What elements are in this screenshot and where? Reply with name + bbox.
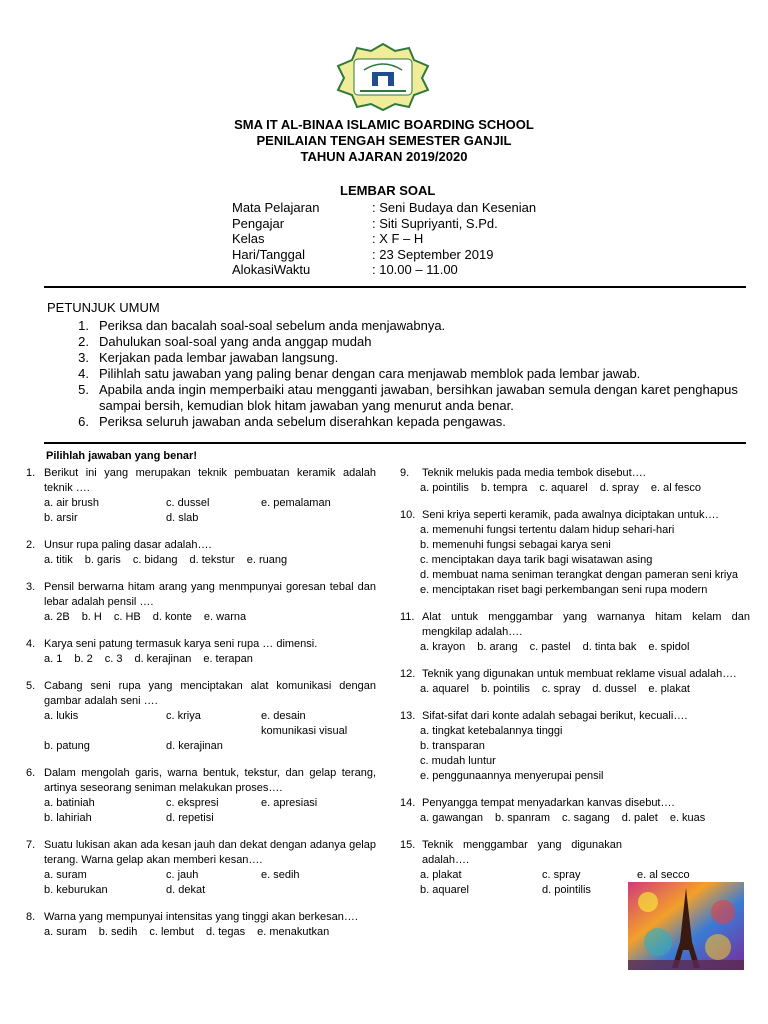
answer-option[interactable]: e. menciptakan riset bagi perkembangan seni rupa modern	[420, 584, 708, 596]
question-text: Karya seni patung termasuk karya seni rupa … dimensi.	[44, 638, 318, 650]
answer-option[interactable]: d. tegas	[205, 926, 246, 938]
info-value: : X F – H	[372, 231, 424, 246]
question-text: Seni kriya seperti keramik, pada awalnya diciptakan untuk….	[422, 509, 719, 521]
answer-option[interactable]: c. dussel	[166, 497, 210, 509]
answer-option[interactable]: e. ruang	[246, 554, 288, 566]
question-text: Teknik melukis pada media tembok disebut….	[422, 467, 646, 479]
answer-option[interactable]: d. konte	[152, 611, 192, 623]
answer-option[interactable]: c. jauh	[166, 869, 199, 881]
question-number: 11.	[400, 611, 415, 623]
question-number: 7.	[26, 839, 36, 851]
answer-option[interactable]: d. pointilis	[542, 884, 591, 896]
answer-option[interactable]: c. HB	[113, 611, 141, 623]
question-item	[26, 637, 376, 667]
answer-option[interactable]: d. tinta bak	[582, 641, 637, 653]
question-number: 6.	[26, 767, 36, 779]
question-item	[400, 508, 750, 598]
answer-option[interactable]: c. aquarel	[539, 482, 588, 494]
answer-option[interactable]: e. kuas	[669, 812, 706, 824]
info-key: Pengajar	[232, 215, 285, 231]
info-key: AlokasiWaktu	[232, 262, 311, 277]
instruction-item: 5. Apabila anda ingin memperbaiki atau mengganti jawaban, bersihkan jawaban semula dengan karet penghapus sampai bersih, kemudian blok hitam jawaban yang menurut anda benar.	[78, 382, 738, 413]
answer-option[interactable]: e. penggunaannya menyerupai pensil	[420, 770, 604, 782]
question-item	[400, 466, 750, 496]
questions-subtitle: Pilihlah jawaban yang benar!	[46, 450, 197, 462]
answer-option[interactable]: a. pointilis	[420, 482, 469, 494]
answer-option[interactable]: e. apresiasi	[261, 797, 318, 809]
answer-option[interactable]: e. warna	[203, 611, 247, 623]
answer-option[interactable]: b. keburukan	[44, 884, 108, 896]
answer-option[interactable]: e. al fesco	[650, 482, 701, 494]
answer-option[interactable]: e. spidol	[648, 641, 690, 653]
sheet-title: LEMBAR SOAL	[340, 183, 436, 198]
info-key: Mata Pelajaran	[232, 200, 320, 215]
answer-option[interactable]: c. 3	[104, 653, 123, 665]
question-text: Sifat-sifat dari konte adalah sebagai berikut, kecuali….	[422, 710, 688, 722]
answer-option[interactable]: b. arang	[477, 641, 518, 653]
answer-option[interactable]: b. memenuhi fungsi sebagai karya seni	[420, 539, 611, 551]
answer-option[interactable]: b. patung	[44, 740, 90, 752]
info-key: Kelas	[232, 231, 265, 246]
instruction-item: 6. Periksa seluruh jawaban anda sebelum diserahkan kepada pengawas.	[78, 414, 506, 429]
question-number: 12.	[400, 668, 416, 680]
answer-option[interactable]: a. air brush	[44, 497, 100, 509]
instruction-item: 4. Pilihlah satu jawaban yang paling benar dengan cara menjawab memblok pada lembar jawab.	[78, 366, 641, 381]
question-number: 8.	[26, 911, 36, 923]
question-item	[400, 709, 750, 784]
question-number: 14.	[400, 797, 416, 809]
answer-option[interactable]: c. sagang	[562, 812, 610, 824]
answer-option[interactable]: d. dussel	[592, 683, 637, 695]
answer-option[interactable]: b. transparan	[420, 740, 485, 752]
instruction-item: 1. Periksa dan bacalah soal-soal sebelum anda menjawabnya.	[78, 318, 446, 333]
question-number: 4.	[26, 638, 36, 650]
question-text: Berikut ini yang merupakan teknik pembuatan keramik adalah teknik ….	[44, 467, 376, 494]
answer-option[interactable]: a. 1	[44, 653, 63, 665]
answer-option[interactable]: c. spray	[541, 683, 581, 695]
instructions-title: PETUNJUK UMUM	[47, 300, 160, 315]
answer-option[interactable]: d. kerajinan	[134, 653, 192, 665]
school-logo	[334, 42, 432, 112]
question-text: Dalam mengolah garis, warna bentuk, tekstur, dan gelap terang, artinya seseorang seniman melakukan proses….	[44, 767, 376, 794]
answer-option[interactable]: d. repetisi	[166, 812, 214, 824]
question-item	[26, 538, 376, 568]
question-text: Penyangga tempat menyadarkan kanvas disebut….	[422, 797, 675, 809]
answer-option[interactable]: e. menakutkan	[257, 926, 330, 938]
instruction-item: 3. Kerjakan pada lembar jawaban langsung.	[78, 350, 339, 365]
answer-option[interactable]: a. suram	[44, 869, 87, 881]
answer-option[interactable]: c. kriya	[166, 710, 201, 722]
question-text: Teknik yang digunakan untuk membuat reklame visual adalah….	[422, 668, 737, 680]
divider	[44, 442, 746, 444]
answer-option[interactable]: d. dekat	[166, 884, 206, 896]
answer-option[interactable]: e. pemalaman	[261, 497, 331, 509]
answer-option[interactable]: e. plakat	[648, 683, 690, 695]
question-item	[26, 466, 376, 526]
question-item	[26, 766, 376, 826]
info-value: : 23 September 2019	[372, 246, 494, 262]
answer-option[interactable]: b. 2	[74, 653, 93, 665]
academic-year: TAHUN AJARAN 2019/2020	[300, 149, 468, 164]
answer-option[interactable]: d. kerajinan	[166, 740, 223, 752]
divider	[44, 286, 746, 288]
info-key: Hari/Tanggal	[232, 246, 305, 262]
answer-option[interactable]: b. H	[81, 611, 102, 623]
answer-option[interactable]: b. arsir	[44, 512, 78, 524]
answer-option[interactable]: b. lahiriah	[44, 812, 92, 824]
answer-option[interactable]: a. aquarel	[420, 683, 469, 695]
answer-option[interactable]: a. lukis	[44, 710, 79, 722]
answer-option[interactable]: b. spanram	[495, 812, 551, 824]
answer-option[interactable]: e. sedih	[261, 869, 300, 881]
question-number: 1.	[26, 467, 36, 479]
question-text: Pensil berwarna hitam arang yang menmpunyai goresan tebal dan lebar adalah pensil ….	[44, 581, 376, 608]
answer-option[interactable]: c. spray	[542, 869, 581, 881]
answer-option[interactable]: a. plakat	[420, 869, 462, 881]
question-number: 5.	[26, 680, 36, 692]
eiffel-painting-image	[628, 882, 744, 970]
answer-option[interactable]: a. titik	[44, 554, 73, 566]
answer-option[interactable]: a. gawangan	[420, 812, 483, 824]
question-item	[400, 667, 750, 697]
answer-option[interactable]: b. aquarel	[420, 884, 469, 896]
answer-option[interactable]: d. slab	[166, 512, 199, 524]
answer-option[interactable]: b. sedih	[98, 926, 138, 938]
answer-option[interactable]: c. pastel	[529, 641, 571, 653]
question-number: 2.	[26, 539, 36, 551]
question-item	[26, 838, 376, 898]
answer-option[interactable]: d. palet	[621, 812, 658, 824]
school-name: SMA IT AL-BINAA ISLAMIC BOARDING SCHOOL	[234, 117, 534, 132]
instruction-item: 2. Dahulukan soal-soal yang anda anggap mudah	[78, 334, 372, 349]
question-text: Alat untuk menggambar yang warnanya hitam kelam dan mengkilap adalah….	[422, 611, 750, 638]
answer-option[interactable]: a. memenuhi fungsi tertentu dalam hidup sehari-hari	[420, 524, 675, 536]
question-item	[400, 796, 750, 826]
question-item	[400, 610, 750, 655]
answer-option[interactable]: a. suram	[44, 926, 87, 938]
answer-option[interactable]: d. spray	[599, 482, 639, 494]
answer-option[interactable]: b. garis	[84, 554, 121, 566]
answer-option[interactable]: c. menciptakan daya tarik bagi wisatawan asing	[420, 554, 653, 566]
exam-title: PENILAIAN TENGAH SEMESTER GANJIL	[256, 133, 512, 148]
question-text: Suatu lukisan akan ada kesan jauh dan dekat dengan adanya gelap terang. Warna gelap akan memberi kesan….	[44, 839, 376, 866]
info-value: : 10.00 – 11.00	[372, 262, 458, 277]
questions-left-column	[26, 466, 376, 952]
questions-right-column	[400, 466, 750, 910]
question-text: Teknik menggambar yang digunakan adalah….	[422, 839, 622, 866]
info-value: : Siti Supriyanti, S.Pd.	[372, 215, 498, 231]
question-number: 3.	[26, 581, 36, 593]
exam-info	[232, 200, 536, 278]
answer-option[interactable]: c. ekspresi	[166, 797, 219, 809]
answer-option[interactable]: d. membuat nama seniman terangkat dengan pameran seni kriya	[420, 569, 738, 581]
question-number: 9.	[400, 467, 410, 479]
answer-option[interactable]: c. lembut	[149, 926, 194, 938]
answer-option[interactable]: e. terapan	[203, 653, 253, 665]
answer-option[interactable]: a. 2B	[44, 611, 70, 623]
answer-option[interactable]: e. al secco	[637, 869, 690, 881]
answer-option[interactable]: b. pointilis	[480, 683, 530, 695]
answer-option[interactable]: c. mudah luntur	[420, 755, 496, 767]
question-item	[26, 580, 376, 625]
question-text: Unsur rupa paling dasar adalah….	[44, 539, 212, 551]
answer-option[interactable]: a. krayon	[420, 641, 466, 653]
answer-option[interactable]: a. tingkat ketebalannya tinggi	[420, 725, 563, 737]
answer-option[interactable]: d. tekstur	[189, 554, 235, 566]
instructions	[47, 300, 747, 430]
answer-option[interactable]: c. bidang	[132, 554, 178, 566]
answer-option[interactable]: e. desain komunikasi visual	[261, 710, 348, 737]
answer-option[interactable]: a. batiniah	[44, 797, 95, 809]
question-number: 10.	[400, 509, 416, 521]
question-item	[26, 910, 376, 940]
question-number: 15.	[400, 839, 416, 851]
question-text: Warna yang mempunyai intensitas yang tinggi akan berkesan….	[44, 911, 358, 923]
question-item	[26, 679, 376, 754]
info-value: : Seni Budaya dan Kesenian	[372, 200, 537, 215]
answer-option[interactable]: b. tempra	[480, 482, 528, 494]
question-number: 13.	[400, 710, 416, 722]
question-text: Cabang seni rupa yang menciptakan alat komunikasi dengan gambar adalah seni ….	[44, 680, 376, 707]
